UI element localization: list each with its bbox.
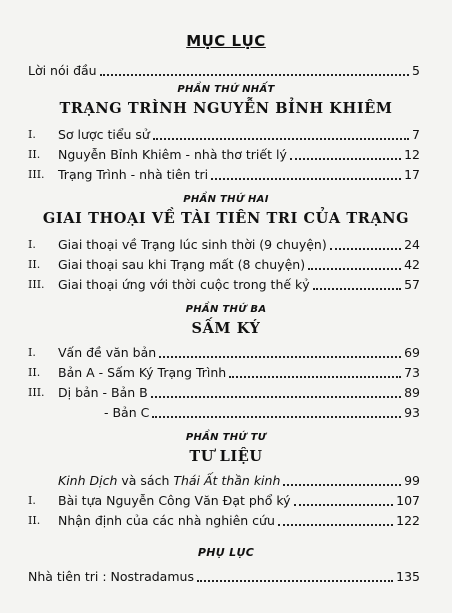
leader-dots <box>278 524 393 526</box>
entry-page: 17 <box>404 167 420 182</box>
entry-label: Trạng Trình - nhà tiên tri <box>58 167 209 182</box>
part-label: PHẦN THỨ TƯ <box>185 432 267 443</box>
toc-entry <box>28 512 420 530</box>
entry-label: Dị bản - Bản B <box>58 385 148 400</box>
leader-dots <box>294 504 394 506</box>
leader-dots <box>308 268 401 270</box>
entry-number: II. <box>28 366 41 379</box>
entry-page: 42 <box>404 257 420 272</box>
leader-dots <box>229 376 401 378</box>
entry-number: II. <box>28 258 41 271</box>
entry-page: 57 <box>404 277 420 292</box>
entry-label: Vấn đề văn bản <box>58 345 157 360</box>
toc-entry <box>28 472 420 490</box>
toc-entry <box>28 276 420 294</box>
entry-label-mid: và sách <box>117 473 174 488</box>
toc-entry <box>28 364 420 382</box>
entry-page: 93 <box>404 405 420 420</box>
entry-page: 99 <box>404 473 420 488</box>
entry-number: III. <box>28 278 45 291</box>
entry-number: I. <box>28 128 36 141</box>
leader-dots <box>159 356 401 358</box>
entry-label: - Bản C <box>104 405 150 420</box>
entry-label-italic: Kinh Dịch <box>58 473 118 488</box>
leader-dots <box>330 248 401 250</box>
toc-entry <box>28 492 420 510</box>
part-label: PHỤ LỤC <box>197 546 255 559</box>
entry-label: Nhận định của các nhà nghiên cứu <box>58 513 275 528</box>
entry-page: 12 <box>404 147 420 162</box>
entry-number: III. <box>28 386 45 399</box>
part-heading: TRẠNG TRÌNH NGUYỄN BỈNH KHIÊM <box>59 100 393 117</box>
toc-entry <box>28 146 420 164</box>
part-heading: TƯ LIỆU <box>189 448 263 465</box>
entry-page: 69 <box>404 345 420 360</box>
toc-entry <box>104 404 420 422</box>
entry-page: 7 <box>412 127 420 142</box>
entry-number: I. <box>28 494 36 507</box>
entry-page: 73 <box>404 365 420 380</box>
part-heading: GIAI THOẠI VỀ TÀI TIÊN TRI CỦA TRẠNG <box>42 210 410 227</box>
entry-page: 122 <box>396 513 420 528</box>
entry-page: 89 <box>404 385 420 400</box>
entry-page: 107 <box>396 493 420 508</box>
entry-number: II. <box>28 514 41 527</box>
entry-label: Sơ lược tiểu sử <box>58 127 150 142</box>
leader-dots <box>152 416 401 418</box>
entry-label: Bài tựa Nguyễn Công Văn Đạt phổ ký <box>58 493 291 508</box>
toc-entry <box>28 344 420 362</box>
entry-page: 24 <box>404 237 420 252</box>
leader-dots <box>153 138 409 140</box>
entry-page: 5 <box>412 63 420 78</box>
part-label: PHẦN THỨ NHẤT <box>177 84 275 95</box>
entry-label: Giai thoại ứng với thời cuộc trong thế kỷ <box>58 277 310 292</box>
toc-entry <box>28 236 420 254</box>
entry-label-italic: Thái Ất thần kinh <box>173 473 281 488</box>
entry-label: Nguyễn Bỉnh Khiêm - nhà thơ triết lý <box>58 147 287 162</box>
entry-number: III. <box>28 168 45 181</box>
entry-label: Bản A - Sấm Ký Trạng Trình <box>58 365 227 380</box>
toc-entry <box>28 126 420 144</box>
part-label: PHẦN THỨ BA <box>185 304 267 315</box>
entry-label: Giai thoại sau khi Trạng mất (8 chuyện) <box>58 257 306 272</box>
entry-number: I. <box>28 238 36 251</box>
entry-label: Lời nói đầu <box>28 63 97 78</box>
part-label: PHẦN THỨ HAI <box>183 194 269 205</box>
leader-dots <box>290 158 401 160</box>
entry-number: II. <box>28 148 41 161</box>
entry-number: I. <box>28 346 36 359</box>
leader-dots <box>100 74 409 76</box>
entry-label <box>58 472 280 490</box>
part-heading: SẤM KÝ <box>191 320 261 337</box>
entry-page: 135 <box>396 569 420 584</box>
entry-label: Nhà tiên tri : Nostradamus <box>28 569 194 584</box>
leader-dots <box>151 396 401 398</box>
toc-entry <box>28 166 420 184</box>
entry-label: Giai thoại về Trạng lúc sinh thời (9 chuyện) <box>58 237 327 252</box>
page-title: MỤC LỤC <box>186 32 266 50</box>
leader-dots <box>313 288 401 290</box>
toc-entry <box>28 256 420 274</box>
leader-dots <box>211 178 401 180</box>
toc-entry-preface <box>28 62 420 80</box>
toc-entry <box>28 384 420 402</box>
leader-dots <box>197 580 393 582</box>
toc-entry <box>28 568 420 586</box>
leader-dots <box>283 484 401 486</box>
